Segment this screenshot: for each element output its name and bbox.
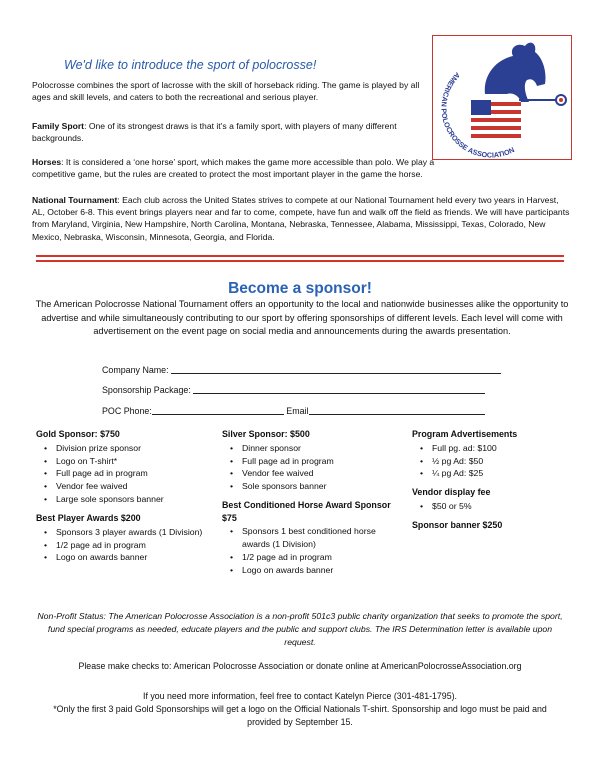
list-item: • Division prize sponsor: [44, 442, 216, 455]
list-item: • Full page ad in program: [230, 455, 397, 468]
national-tournament-label: National Tournament: [32, 195, 118, 205]
divider-bottom: [36, 260, 564, 262]
national-tournament-text: : Each club across the United States strives to compete at our National Tournament held every two years in Harvest, AL, October 6-8. This event brings players near and far to come, compete, have fun and walk off the field as friends. We will have participants from Maryland, Virginia, New Hampshire, North Carolina, Montana, Nebraska, Tennessee, Alabama, Mississippi, Texas, Colorado, New Mexico, Nebraska, Wisconsin, Minnesota, Georgia, and Florida.: [32, 195, 570, 242]
apa-logo: [432, 35, 572, 160]
list-item: • $50 or 5%: [420, 500, 572, 513]
sponsorship-package-label: Sponsorship Package:: [102, 385, 191, 395]
silver-sponsor-title: Silver Sponsor: $500: [222, 429, 310, 439]
sponsorship-package-field[interactable]: [193, 384, 485, 394]
company-name-label: Company Name:: [102, 365, 169, 375]
intro-heading: We'd like to introduce the sport of polocrosse!: [64, 58, 317, 72]
best-player-list: [44, 526, 216, 565]
apa-logo-graphic: [433, 36, 571, 159]
horses-paragraph: [32, 156, 442, 180]
silver-sponsor-list: [230, 442, 397, 494]
contact-block: [36, 690, 564, 730]
horses-label: Horses: [32, 157, 62, 167]
tshirt-note: *Only the first 3 paid Gold Sponsorships will get a logo on the Official Nationals T-shirt. Sponsorship and logo must be paid and provided by September 15.: [53, 704, 547, 728]
email-field[interactable]: [309, 405, 485, 415]
program-ads-title: Program Advertisements: [412, 429, 518, 439]
list-item: • Logo on awards banner: [44, 551, 216, 564]
column-3: [412, 428, 572, 532]
list-item: • Vendor fee waived: [44, 480, 216, 493]
gold-sponsor-list: [44, 442, 216, 506]
company-name-row: [102, 364, 501, 377]
list-item: • 1/2 page ad in program: [44, 539, 216, 552]
column-1: [36, 428, 216, 570]
list-item: • ¼ pg Ad: $25: [420, 467, 572, 480]
logo-text: AMERICAN POLOCROSSE ASSOCIATION: [439, 70, 516, 159]
company-name-field[interactable]: [171, 364, 501, 374]
poc-phone-field[interactable]: [152, 405, 284, 415]
sponsorship-package-row: [102, 384, 485, 397]
list-item: • Full pg. ad: $100: [420, 442, 572, 455]
sponsor-intro: The American Polocrosse National Tournament offers an opportunity to the local and nationwide businesses alike the opportunity to advertise and while simultaneously contributing to our sport by offering sponsorships of different levels. Each level will come with advertisement on the event page on social media and announcements during the awards presentation.: [35, 299, 569, 337]
checks-payable: Please make checks to: American Polocrosse Association or donate online at AmericanPolocrosseAssociation.org: [78, 661, 522, 671]
email-label: Email: [286, 406, 309, 416]
list-item: • Logo on awards banner: [230, 564, 397, 577]
gold-sponsor-title: Gold Sponsor: $750: [36, 429, 120, 439]
list-item: • Vendor fee waived: [230, 467, 397, 480]
family-sport-paragraph: [32, 120, 420, 144]
divider-top: [36, 255, 564, 257]
intro-paragraph: Polocrosse combines the sport of lacrosse with the skill of horseback riding. The game is played by all ages and skill levels, and caters to both the recreational and serious player.: [32, 80, 420, 103]
vendor-fee-title: Vendor display fee: [412, 487, 491, 498]
list-item: • ½ pg Ad: $50: [420, 455, 572, 468]
horses-text: : It is considered a ‘one horse’ sport, which makes the game more accessible than polo. We play a competitive game, but the rules are created to protect the most important player in the game the horse.: [32, 157, 435, 180]
program-ads-list: [420, 442, 572, 481]
best-horse-title: Best Conditioned Horse Award Sponsor $75: [222, 500, 391, 523]
family-sport-text: : One of its strongest draws is that it’s a family sport, with players of many different backgrounds.: [32, 121, 397, 144]
list-item: • Logo on T-shirt*: [44, 455, 216, 468]
list-item: • Dinner sponsor: [230, 442, 397, 455]
list-item: • Full page ad in program: [44, 467, 216, 480]
column-2: [222, 428, 397, 583]
list-item: • Sponsors 1 best conditioned horse awards (1 Division): [230, 525, 397, 551]
list-item: • 1/2 page ad in program: [230, 551, 397, 564]
list-item: • Sponsors 3 player awards (1 Division): [44, 526, 216, 539]
poc-phone-label: POC Phone:: [102, 406, 152, 416]
poc-email-row: [102, 405, 485, 418]
nonprofit-statement: Non-Profit Status: The American Polocrosse Association is a non-profit 501c3 public charity organization that seeks to promote the sport, fund special programs as needed, educate players and the public and support clubs. The IRS Determination letter is available upon request.: [37, 611, 563, 648]
sponsor-title: Become a sponsor!: [228, 280, 372, 297]
best-player-title: Best Player Awards $200: [36, 513, 141, 524]
contact-info: If you need more information, feel free to contact Katelyn Pierce (301-481-1795).: [143, 691, 457, 701]
national-tournament-paragraph: [32, 194, 572, 243]
best-horse-list: [230, 525, 397, 577]
family-sport-label: Family Sport: [32, 121, 85, 131]
list-item: • Sole sponsors banner: [230, 480, 397, 493]
list-item: • Large sole sponsors banner: [44, 493, 216, 506]
vendor-fee-list: [420, 500, 572, 513]
sponsor-banner-title: Sponsor banner $250: [412, 519, 503, 530]
